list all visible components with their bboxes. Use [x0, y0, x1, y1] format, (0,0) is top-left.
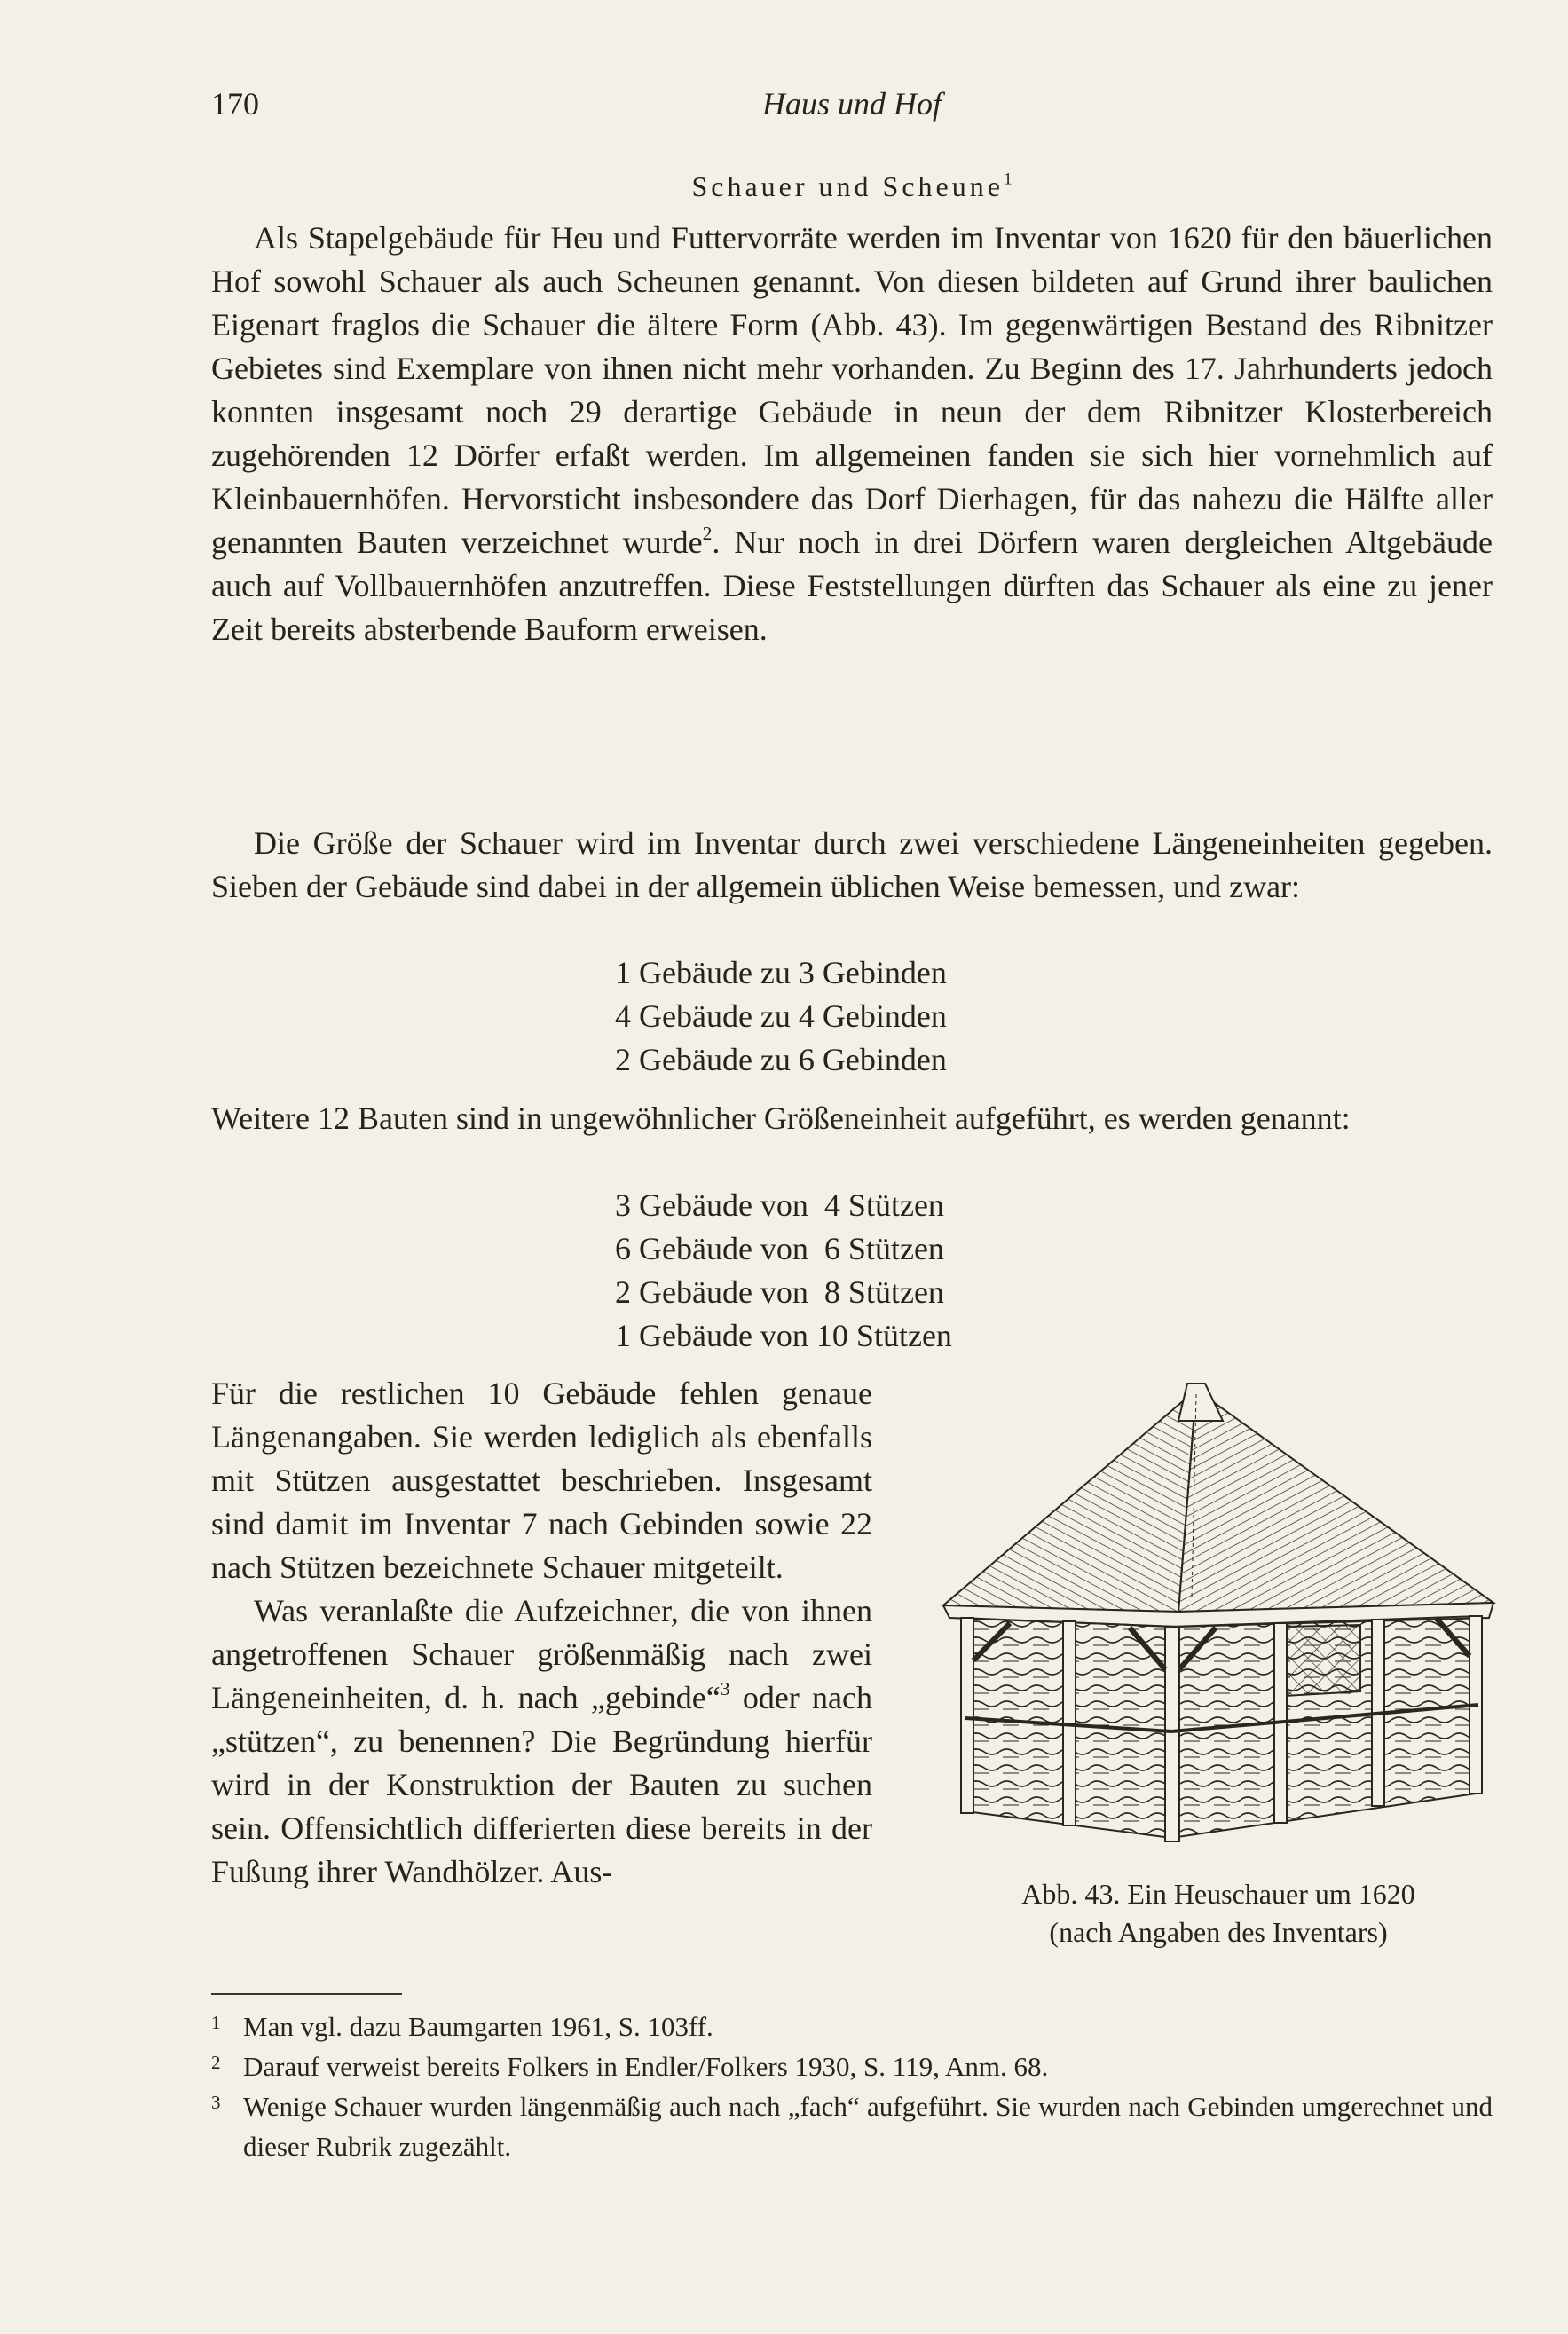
- paragraph-1-part-b: . Nur noch in drei Dörfern waren dergleichen Altgebäude auch auf Vollbauernhöfen anzutreffen. Diese Feststellungen dürften das Schauer als eine zu jener Zeit bereits absterbende Bauform erweisen.: [211, 524, 1493, 647]
- paragraph-1: [211, 217, 1493, 651]
- paragraph-2: Die Größe der Schauer wird im Inventar durch zwei verschiedene Längeneinheiten gegeben. Sieben der Gebäude sind dabei in der allgemein üblichen Weise bemessen, und zwar:: [211, 825, 1493, 904]
- footnote-mark: 3: [211, 2092, 221, 2113]
- page-number: 170: [211, 86, 259, 122]
- paragraph-5: [211, 1589, 872, 1894]
- roof-left: [943, 1390, 1196, 1612]
- section-title-text: Schauer und Scheune: [691, 170, 1004, 202]
- footnote: [211, 2007, 1493, 2046]
- page-header: [211, 85, 1493, 135]
- caption-line-1: Abb. 43. Ein Heuschauer um 1620: [1021, 1878, 1415, 1910]
- roof-right: [1178, 1390, 1493, 1612]
- list-item: 2 Gebäude zu 6 Gebinden: [615, 1042, 947, 1077]
- list-item: 2 Gebäude von 8 Stützen: [615, 1274, 944, 1310]
- footnote-text: Darauf verweist bereits Folkers in Endler/Folkers 1930, S. 119, Anm. 68.: [243, 2051, 1049, 2082]
- footnote: [211, 2046, 1493, 2086]
- caption-line-2: (nach Angaben des Inventars): [1049, 1916, 1388, 1948]
- book-page: [211, 85, 1493, 2162]
- figure-43: [939, 1376, 1498, 1952]
- footnotes: [211, 2007, 1493, 2166]
- footnote-ref-1: 1: [1003, 170, 1013, 189]
- footnote: [211, 2086, 1493, 2166]
- paragraph-1-part-a: Als Stapelgebäude für Heu und Futtervorräte werden im Inventar von 1620 für den bäuerlichen Hof sowohl Schauer als auch Scheunen genannt. Von diesen bildeten auf Grund ihrer baulichen Eigenart fraglos die Schauer die ältere Form (Abb. 43). Im gegenwärtigen Bestand des Ribnitzer Gebietes sind Exemplare von ihnen nicht mehr vorhanden. Zu Beginn des 17. Jahrhunderts jedoch konnten insgesamt noch 29 derartige Gebäude in neun der dem Ribnitzer Klosterbereich zugehörenden 12 Dörfer erfaßt werden. Im allgemeinen fanden sie sich hier vornehmlich auf Kleinbauernhöfen. Hervorsticht insbesondere das Dorf Dierhagen, für das nahezu die Hälfte aller genannten Bauten verzeichnet wurde: [211, 220, 1493, 560]
- paragraph-4: Für die restlichen 10 Gebäude fehlen genaue Längenangaben. Sie werden lediglich als ebenfalls mit Stützen ausgestattet beschrieben. Insgesamt sind damit im Inventar 7 nach Gebinden sowie 22 nach Stützen bezeichnete Schauer mitgeteilt.: [211, 1376, 872, 1585]
- section-title: [211, 170, 1493, 203]
- paragraph-5-part-b: oder nach „stützen“, zu benennen? Die Begründung hierfür wird in der Konstruktion der Bauten zu suchen sein. Offensichtlich differierten diese bereits in der Fußung ihrer Wandhölzer. Aus-: [211, 1680, 872, 1889]
- footnote-ref-2: 2: [702, 522, 713, 544]
- footnote-text: Wenige Schauer wurden längenmäßig auch nach „fach“ aufgeführt. Sie wurden nach Gebinden umgerechnet und dieser Rubrik zugezählt.: [243, 2091, 1493, 2162]
- list-item: 6 Gebäude von 6 Stützen: [615, 1231, 944, 1266]
- figure-caption: [939, 1875, 1498, 1952]
- list-item: 1 Gebäude von 10 Stützen: [615, 1318, 952, 1353]
- footnote-mark: 2: [211, 2052, 221, 2073]
- footnote-ref-3: 3: [720, 1677, 730, 1699]
- footnote-separator: [211, 1993, 402, 1995]
- list-item: 1 Gebäude zu 3 Gebinden: [615, 955, 947, 990]
- list-stuetzen: [615, 1184, 952, 1358]
- footnote-mark: 1: [211, 2012, 221, 2033]
- list-gebinde: [615, 951, 947, 1082]
- paragraph-3: Weitere 12 Bauten sind in ungewöhnlicher Größeneinheit aufgeführt, es werden genannt:: [211, 1100, 1351, 1136]
- heuschauer-illustration: [939, 1376, 1498, 1865]
- list-item: 3 Gebäude von 4 Stützen: [615, 1187, 944, 1223]
- list-item: 4 Gebäude zu 4 Gebinden: [615, 998, 947, 1034]
- paragraph-5-part-a: Was veranlaßte die Aufzeichner, die von ihnen angetroffenen Schauer größenmäßig nach zwei Längeneinheiten, d. h. nach „gebinde“: [211, 1593, 872, 1715]
- left-column: [211, 1372, 872, 1894]
- footnote-text: Man vgl. dazu Baumgarten 1961, S. 103ff.: [243, 2011, 713, 2042]
- running-title: Haus und Hof: [761, 86, 942, 122]
